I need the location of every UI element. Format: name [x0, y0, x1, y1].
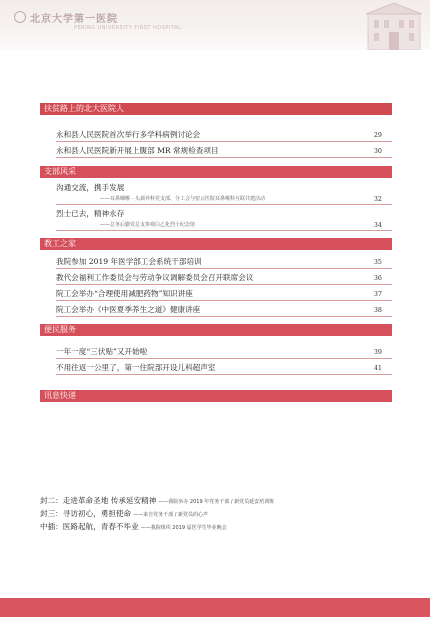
entry-title: 沟通交流，携手发展 — [56, 183, 125, 192]
header-band — [0, 0, 430, 50]
entry-page: 30 — [373, 147, 382, 155]
entry-title: 我院参加 2019 年医学部工会系统干部培训 — [56, 257, 202, 266]
entry-page: 41 — [373, 364, 382, 372]
table-of-contents — [40, 103, 392, 402]
cover-entry[interactable] — [40, 521, 392, 534]
entry-title: 一年一度“三伏贴”又开始啦 — [56, 347, 148, 356]
cover-title: 寻访初心，勇担使命 — [62, 509, 132, 518]
footer-band — [0, 598, 430, 617]
entry-page: 34 — [373, 221, 382, 229]
entry-page: 35 — [373, 258, 382, 266]
entry-title: 院工会举办《中医夏季养生之道》健康讲座 — [56, 305, 201, 314]
entry-title: 烈士已去，精神永存 — [56, 209, 125, 218]
cover-subtitle: ——我院举办 2019 年党务干部 / 新党员延安培训班 — [158, 499, 275, 505]
logo-text: 北京大学第一医院 — [30, 13, 118, 25]
entry-page: 38 — [373, 306, 382, 314]
entry-subtitle: ——耳鼻咽喉 - 头颈外科党支部、分工会与密云医院耳鼻喉科互联共建活动 — [100, 196, 265, 202]
toc-entry[interactable] — [40, 346, 392, 358]
cover-subtitle: ——来自党务干部 / 新党员的心声 — [133, 512, 208, 518]
section-header-poverty-aid: 扶贫路上的北大医院人 — [40, 103, 392, 115]
toc-entry[interactable] — [40, 362, 392, 374]
entry-title: 教代会福利工作委员会与劳动争议调解委员会召开联席会议 — [56, 273, 254, 282]
toc-entry[interactable] — [40, 182, 392, 194]
toc-entry[interactable] — [40, 272, 392, 284]
toc-entry[interactable] — [40, 288, 392, 300]
toc-entry[interactable] — [40, 304, 392, 316]
entry-page: 37 — [373, 290, 382, 298]
entry-title: 不用往返一公里了，第一住院部开设儿科超声室 — [56, 363, 216, 372]
hospital-logo — [14, 10, 164, 24]
entry-page: 36 — [373, 274, 382, 282]
cover-label: 中插： — [40, 522, 63, 531]
seal-icon — [14, 11, 26, 23]
cover-pages-list — [40, 495, 392, 534]
entry-subtitle: ——总务后勤党总支参观白乙化烈士纪念馆 — [100, 222, 196, 228]
cover-title: 走进革命圣地 传承延安精神 — [62, 496, 157, 505]
entry-page: 29 — [373, 131, 382, 139]
toc-entry-subtitle-row — [40, 220, 392, 230]
section-header-staff-home: 教工之家 — [40, 238, 392, 250]
section-header-news-express: 讯息快递 — [40, 390, 392, 402]
cover-title: 医路起航，青春不毕业 — [62, 522, 139, 531]
entry-title: 永和县人民医院新开展上腹部 MR 常规检查项目 — [56, 146, 219, 155]
section-header-branch-style: 支部风采 — [40, 166, 392, 178]
toc-entry[interactable] — [40, 129, 392, 141]
section-header-convenience-service: 便民服务 — [40, 324, 392, 336]
toc-entry[interactable] — [40, 208, 392, 220]
toc-entry-subtitle-row — [40, 194, 392, 204]
cover-entry[interactable] — [40, 495, 392, 508]
cover-entry[interactable] — [40, 508, 392, 521]
toc-entry[interactable] — [40, 256, 392, 268]
entry-page: 39 — [373, 348, 382, 356]
logo-subtext: PEKING UNIVERSITY FIRST HOSPITAL — [74, 25, 182, 31]
cover-subtitle: ——我院组织 2019 届医学生毕业晚会 — [140, 525, 227, 531]
cover-label: 封二： — [40, 496, 63, 505]
building-illustration-icon — [362, 0, 424, 50]
toc-entry[interactable] — [40, 145, 392, 157]
entry-title: 永和县人民医院首次举行多学科病例讨论会 — [56, 130, 201, 139]
entry-page: 32 — [373, 195, 382, 203]
cover-label: 封三： — [40, 509, 63, 518]
entry-title: 院工会举办“合理使用减肥药物”知识讲座 — [56, 289, 193, 298]
